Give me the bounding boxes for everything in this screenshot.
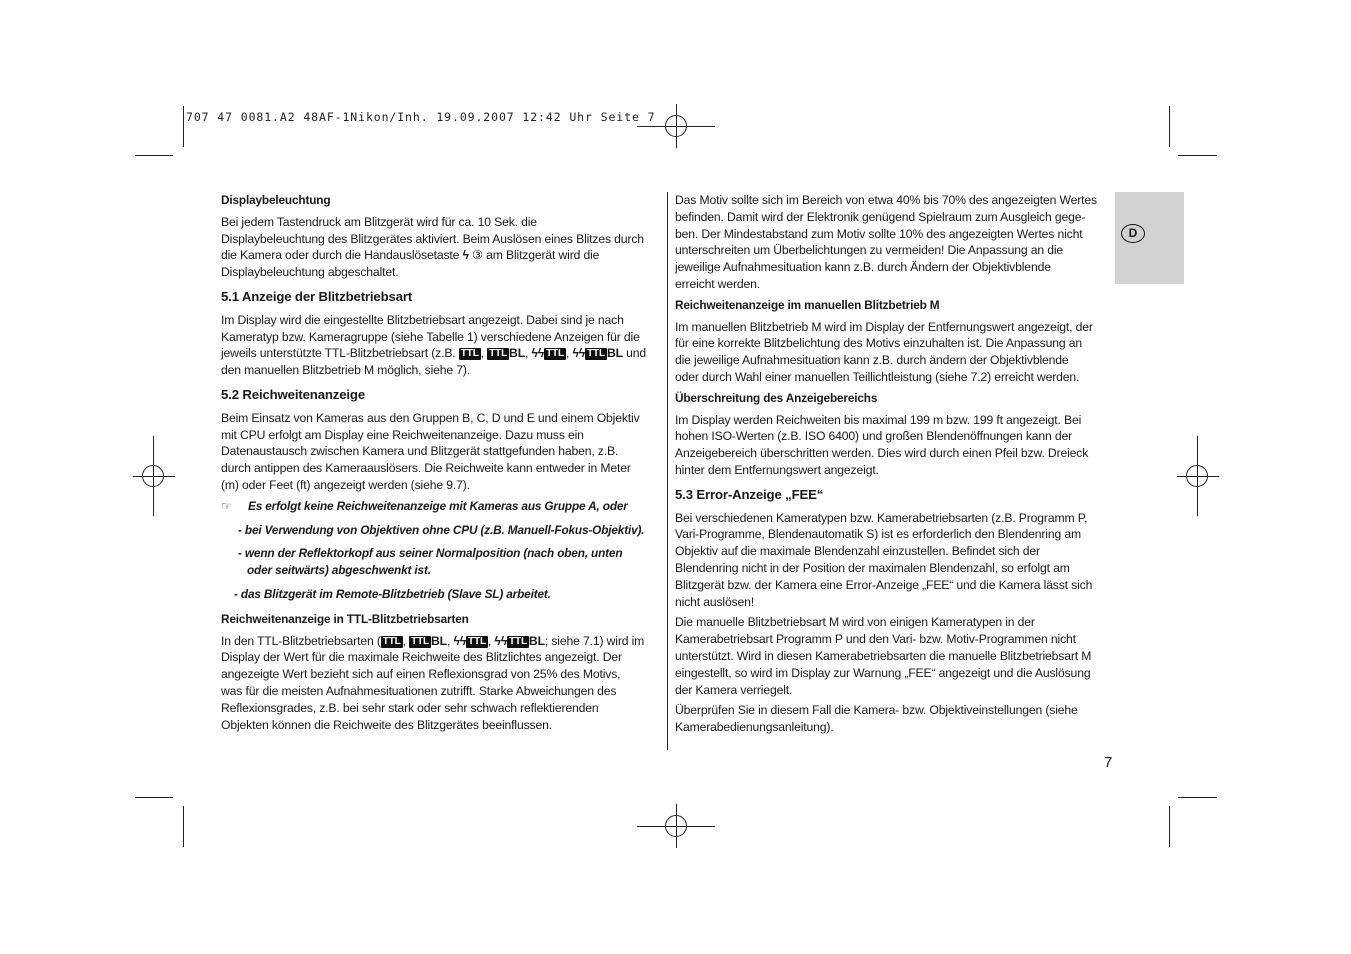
paragraph-manual-range: Im manuellen Blitzbetrieb M wird im Display der Entfernungswert angezeigt, der für eine korrekte Blitzbelichtung des Motivs einzuhalten ist. Die Anpassung an die jeweilige Aufnahmesituation kann z.B. durch ändern der Objektivblende oder durch Wahl einer manuellen Teillichtleistung (siehe 7.2) erreicht werden. bbox=[675, 319, 1093, 384]
paragraph-5-3-a: Bei verschiedenen Kameratypen bzw. Kamerabetriebsarten (z.B. Programm P, Vari-Programme, Blendenautomatik S) ist es erforderlich den Blendenring am Objektiv auf die maximale Blendenzahl einzustellen. Befindet sich der Blendenring nicht in der Position der maximalen Blendenzahl, so erfolgt am Blitzgerät bzw. der Kamera eine Error-Anzeige „FEE“ und die Kamera lässt sich nicht auslösen! bbox=[675, 510, 1093, 609]
crop-mark bbox=[1169, 106, 1170, 147]
heading-overrange: Überschreitung des Anzeigebereichs bbox=[675, 390, 878, 405]
heading-ttl-range: Reichweitenanzeige in TTL-Blitzbetriebsarten bbox=[221, 611, 469, 626]
paragraph-displaybeleuchtung: Bei jedem Tastendruck am Blitzgerät wird für ca. 10 Sek. die Displaybeleuchtung des Blitzgerätes aktiviert. Beim Auslösen eines Blitzes durch die Kamera oder durch die Handauslösetaste ϟ ③ am Blitzgerät wird die Displaybeleuchtung abgeschaltet. bbox=[221, 214, 644, 280]
paragraph-5-1: Im Display wird die eingestellte Blitzbetriebsart angezeigt. Dabei sind je nach Kameratyp bzw. Kameragruppe (siehe Tabelle 1) verschiedene Anzeigen für die jeweils unterstützte TTL-Blitzbetriebsart (z.B. TTL , TTL BL, ϟϟ TTL , ϟϟ TTL BL und den manuellen Blitzbetrieb M möglich, siehe 7). bbox=[221, 312, 647, 378]
paragraph-5-3-c: Überprüfen Sie in diesem Fall die Kamera- bzw. Objektiveinstellungen (siehe Kamerabedienungsanleitung). bbox=[675, 703, 1078, 735]
ttl-icon: TTL bbox=[460, 348, 479, 360]
ttl-icon: TTL bbox=[411, 635, 429, 647]
paragraph-5-2: Beim Einsatz von Kameras aus den Gruppen B, C, D und E und einem Objektiv mit CPU erfolgt am Display eine Reichweitenanzeige. Dazu muss ein Datenaustausch zwischen Kamera und Blitzgerät stattgefunden haben, z.B. durch antippen des Kameraauslösers. Die Reichweite kann entweder in Meter (m) oder Feet (ft) angezeigt werden (siehe 9.7). bbox=[221, 410, 640, 492]
double-flash-icon: ϟϟ bbox=[572, 346, 586, 361]
pointing-hand-icon: ☞ bbox=[221, 498, 232, 513]
double-flash-icon: ϟϟ bbox=[494, 633, 508, 648]
heading-5-1: 5.1 Anzeige der Blitzbetriebsart bbox=[221, 288, 413, 304]
heading-5-3: 5.3 Error-Anzeige „FEE“ bbox=[675, 486, 824, 502]
language-tab bbox=[1115, 192, 1184, 284]
crop-mark bbox=[1169, 806, 1170, 847]
paragraph-motiv: Das Motiv sollte sich im Bereich von etwa 40% bis 70% des angezeigten Wertes befinden. Damit wird der Elektronik genügend Spielraum zum Ausgleich gege- ben. Der Mindestabstand zum Motiv sollte 10% des angezeigten Wertes nicht unterschreiten um Überbelichtungen zu vermeiden! Die Anpassung an die jeweilige Aufnahmesituation kann z.B. durch Ändern der Objektivblende erreicht werden. bbox=[675, 193, 1097, 291]
note-block: ☞ Es erfolgt keine Reichweitenanzeige mit Kameras aus Gruppe A, oder - bei Verwendung von Objektiven ohne CPU (z.B. Manuell-Fokus-Objektiv). - wenn der Reflektorkopf aus seiner Normalposition (nach oben, unten oder seitwärts) abgeschwenkt ist. - das Blitzgerät im Remote-Blitzbetrieb (Slave SL) arbeitet. bbox=[221, 498, 645, 601]
crop-mark bbox=[183, 106, 184, 147]
language-tab-label: D bbox=[1121, 224, 1145, 243]
ttl-icon: TTL bbox=[382, 635, 401, 647]
column-divider bbox=[667, 192, 668, 750]
double-flash-icon: ϟϟ bbox=[453, 633, 467, 648]
crop-mark bbox=[183, 806, 184, 847]
page-number: 7 bbox=[1104, 754, 1113, 771]
crop-mark bbox=[1178, 155, 1217, 156]
ttl-icon: TTL bbox=[546, 348, 564, 360]
crop-mark bbox=[1178, 797, 1217, 798]
heading-manual-range: Reichweitenanzeige im manuellen Blitzbetrieb M bbox=[675, 297, 940, 312]
heading-displaybeleuchtung: Displaybeleuchtung bbox=[221, 193, 331, 207]
ttl-icon: TTL bbox=[468, 635, 486, 647]
crop-mark bbox=[135, 155, 173, 156]
ttl-icon: TTL bbox=[587, 348, 605, 360]
ttl-icon: TTL bbox=[509, 635, 527, 647]
double-flash-icon: ϟϟ bbox=[531, 346, 545, 361]
left-column bbox=[221, 192, 661, 737]
flash-icon: ϟ bbox=[462, 248, 469, 263]
ttl-icon: TTL bbox=[489, 348, 508, 360]
crop-mark bbox=[135, 797, 173, 798]
heading-5-2: 5.2 Reichweitenanzeige bbox=[221, 386, 366, 402]
right-column bbox=[675, 192, 1115, 740]
paragraph-overrange: Im Display werden Reichweiten bis maximal 199 m bzw. 199 ft angezeigt. Bei hohen ISO-Werten (z.B. ISO 6400) und großen Blendenöffnungen kann der Anzeigebereich überschritten werden. Dies wird durch einen Pfeil bzw. Dreieck hinter dem Entfernungswert angezeigt. bbox=[675, 412, 1089, 477]
paragraph-ttl-range: In den TTL-Blitzbetriebsarten ( TTL , TTL BL, ϟϟ TTL , ϟϟ TTL BL; siehe 7.1) wird im Display der Wert für die maximale Reichweite des Blitzlichtes angezeigt. Der angezeigte Wert bezieht sich auf einen Reflexionsgrad von 25% des Motivs, was für die meisten Aufnahmesituationen zutrifft. Starke Abweichungen des Reflexionsgrades, z.B. bei sehr stark oder sehr schwach reflektierenden Objekten können die Reichweite des Blitzgerätes beeinflussen. bbox=[221, 633, 645, 732]
printer-slug: 707 47 0081.A2 48AF-1Nikon/Inh. 19.09.2007 12:42 Uhr Seite 7 bbox=[186, 110, 656, 124]
paragraph-5-3-b: Die manuelle Blitzbetriebsart M wird von einigen Kameratypen in der Kamerabetriebsart Programm P und den Vari- bzw. Motiv-Programmen nicht unterstützt. Wird in diesen Kamerabetriebsarten die manuelle Blitzbetriebsart M eingestellt, so wird im Display zur Warnung „FEE“ angezeigt und die Auslösung der Kamera verriegelt. bbox=[675, 615, 1092, 697]
